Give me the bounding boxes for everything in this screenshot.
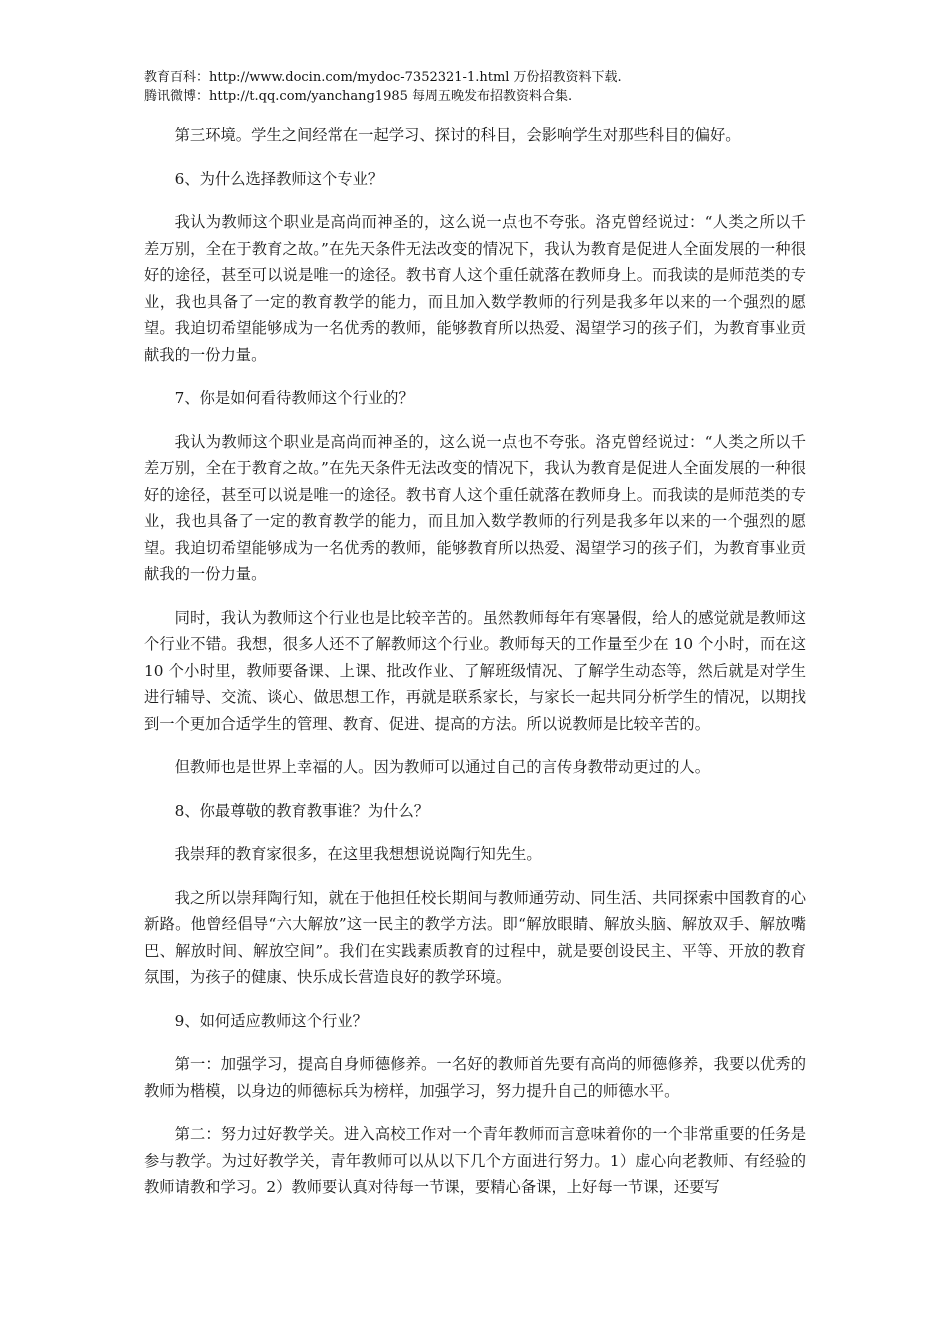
answer-7-paragraph-2: 同时，我认为教师这个行业也是比较辛苦的。虽然教师每年有寒暑假，给人的感觉就是教师这个行业不错。我想，很多人还不了解教师这个行业。教师每天的工作量至少在 10 个小时，而在这 10 个小时里，教师要备课、上课、批改作业、了解班级情况、了解学生动态等，然后就是对学生进行辅导、交流、谈心、做思想工作，再就是联系家长，与家长一起共同分析学生的情况，以期找到一个更加合适学生的管理、教育、促进、提高的方法。所以说教师是比较辛苦的。	[144, 608, 806, 733]
header-line-weibo: 腾讯微博：http://t.qq.com/yanchang1985 每周五晚发布招教资料合集.	[144, 89, 573, 104]
answer-8-paragraph-2: 我之所以崇拜陶行知，就在于他担任校长期间与教师通劳动、同生活、共同探索中国教育的心新路。他曾经倡导“六大解放”这一民主的教学方法。即“解放眼睛、解放头脑、解放双手、解放嘴巴、解放时间、解放空间”。我们在实践素质教育的过程中，就是要创设民主、平等、开放的教育氛围，为孩子的健康、快乐成长营造良好的教学环境。	[144, 888, 806, 986]
answer-7-paragraph-1: 我认为教师这个职业是高尚而神圣的，这么说一点也不夸张。洛克曾经说过：“人类之所以千差万别，全在于教育之故。”在先天条件无法改变的情况下，我认为教育是促进人全面发展的一种很好的途径，甚至可以说是唯一的途径。教书育人这个重任就落在教师身上。而我读的是师范类的专业，我也具备了一定的教育教学的能力，而且加入数学教师的行列是我多年以来的一个强烈的愿望。我迫切希望能够成为一名优秀的教师，能够教育所以热爱、渴望学习的孩子们，为教育事业贡献我的一份力量。	[144, 432, 806, 583]
document-body	[144, 122, 806, 1218]
answer-9-point-2: 第二：努力过好教学关。进入高校工作对一个青年教师而言意味着你的一个非常重要的任务是参与教学。为过好教学关，青年教师可以从以下几个方面进行努力。1）虚心向老教师、有经验的教师请教和学习。2）教师要认真对待每一节课，要精心备课，上好每一节课，还要写	[144, 1125, 806, 1196]
answer-8-paragraph-1: 我崇拜的教育家很多，在这里我想想说说陶行知先生。	[174, 845, 542, 863]
question-7-heading: 7、你是如何看待教师这个行业的？	[174, 389, 414, 407]
paragraph-third-environment: 第三环境。学生之间经常在一起学习、探讨的科目，会影响学生对那些科目的偏好。	[174, 126, 741, 144]
question-6-heading: 6、为什么选择教师这个专业？	[174, 169, 384, 188]
question-9-heading: 9、如何适应教师这个行业？	[174, 1011, 368, 1030]
answer-7-paragraph-3: 但教师也是世界上幸福的人。因为教师可以通过自己的言传身教带动更过的人。	[174, 758, 710, 776]
header-line-docin: 教育百科：http://www.docin.com/mydoc-7352321-1.html 万份招教资料下载.	[144, 70, 622, 85]
answer-6-paragraph: 我认为教师这个职业是高尚而神圣的，这么说一点也不夸张。洛克曾经说过：“人类之所以千差万别，全在于教育之故。”在先天条件无法改变的情况下，我认为教育是促进人全面发展的一种很好的途径，甚至可以说是唯一的途径。教书育人这个重任就落在教师身上。而我读的是师范类的专业，我也具备了一定的教育教学的能力，而且加入数学教师的行列是我多年以来的一个强烈的愿望。我迫切希望能够成为一名优秀的教师，能够教育所以热爱、渴望学习的孩子们，为教育事业贡献我的一份力量。	[144, 213, 806, 364]
question-8-heading: 8、你最尊敬的教育教事谁？为什么？	[174, 801, 430, 820]
answer-9-point-1: 第一：加强学习，提高自身师德修养。一名好的教师首先要有高尚的师德修养，我要以优秀的教师为楷模，以身边的师德标兵为榜样，加强学习，努力提升自己的师德水平。	[144, 1055, 806, 1100]
page-header	[144, 68, 844, 106]
